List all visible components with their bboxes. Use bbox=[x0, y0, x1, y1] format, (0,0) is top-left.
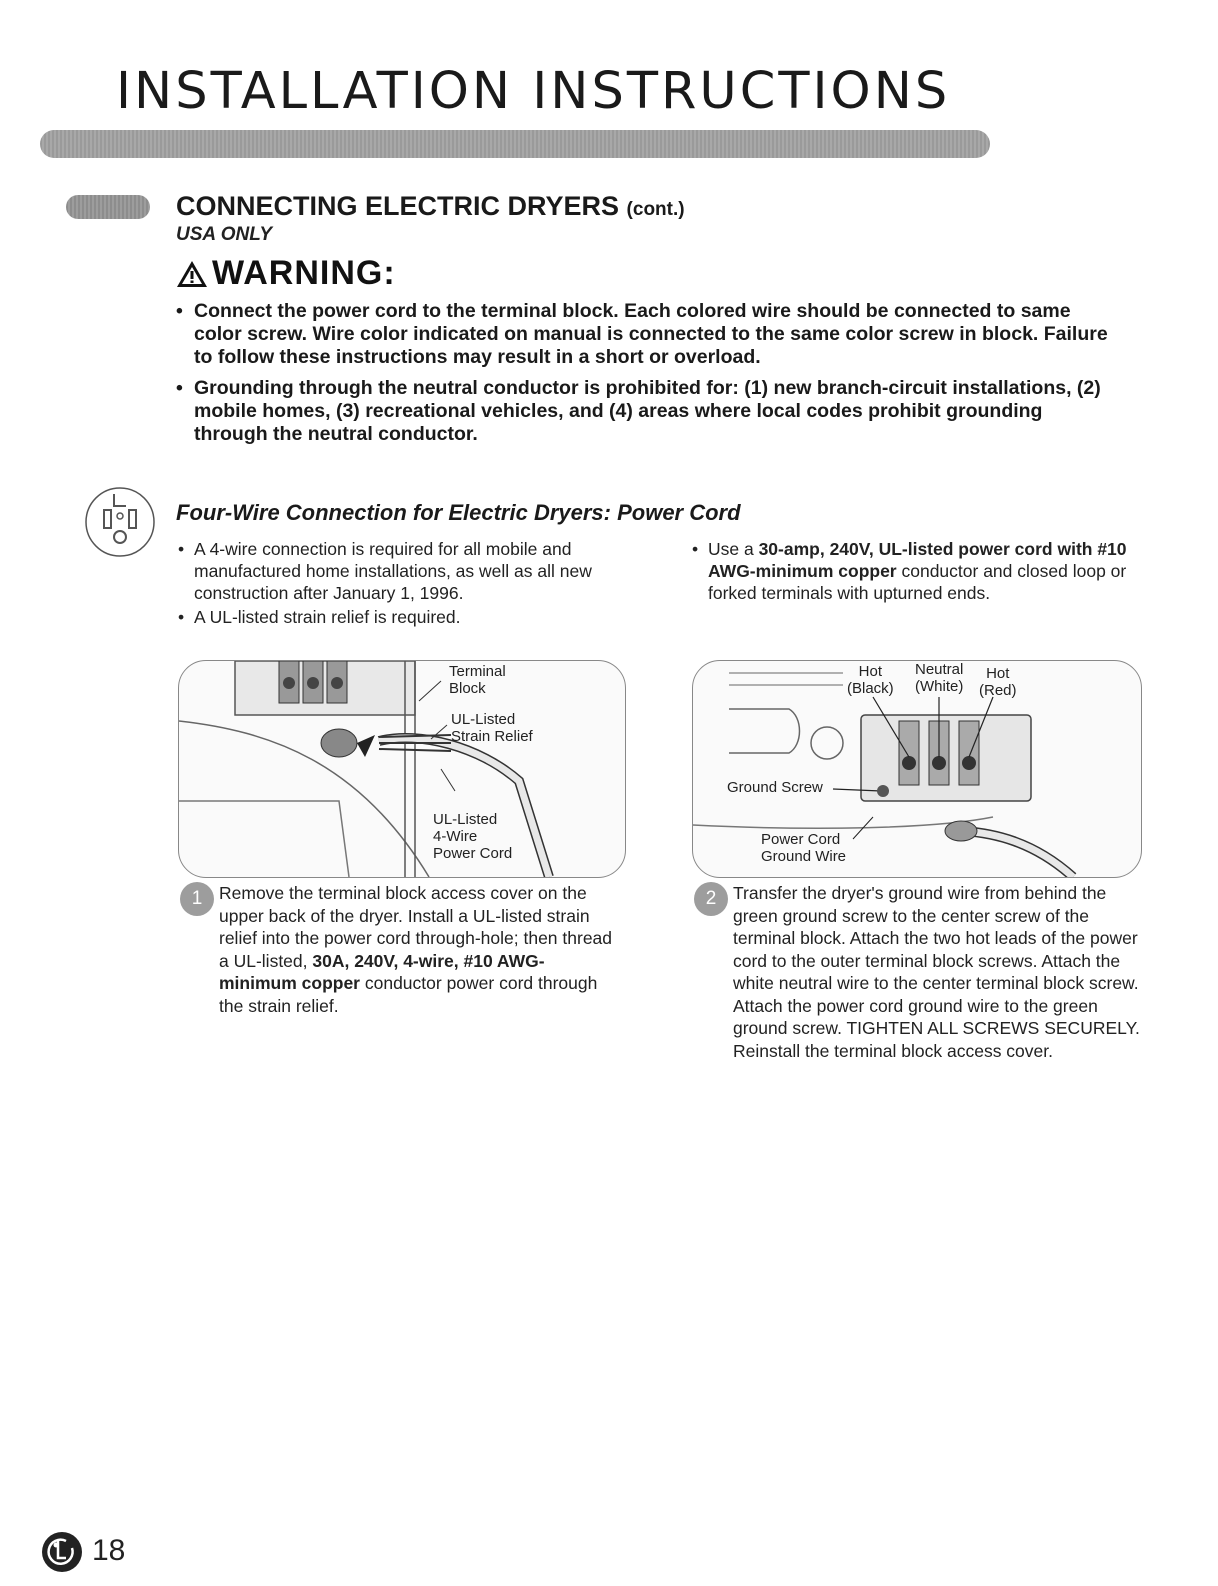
power-cord-ground-wire-label: Power Cord Ground Wire bbox=[761, 831, 847, 865]
four-wire-title: Four-Wire Connection for Electric Dryers: Power Cord bbox=[176, 500, 741, 525]
section-subtitle: USA ONLY bbox=[176, 224, 273, 245]
warning-label: WARNING: bbox=[212, 254, 396, 292]
section-title bbox=[176, 191, 685, 222]
section-marker bbox=[66, 195, 150, 219]
page-title: INSTALLATION INSTRUCTIONS bbox=[116, 62, 951, 121]
terminal-wiring-diagram bbox=[692, 660, 1142, 878]
step-1-cord-spec: 30A, 240V, 4-wire, #10 AWG-minimum copper bbox=[219, 950, 545, 993]
step-2-text: Transfer the dryer's ground wire from behind the green ground screw to the center screw of the terminal block. Attach the two hot leads of the power cord to the outer terminal block screws. Attach the white neutral wire to the center terminal block screw. Attach the power cord ground wire to the green ground screw. TIGHTEN ALL SCREWS SECURELY. Reinstall the terminal block access cover. bbox=[733, 883, 1140, 1061]
hot-black-label: Hot (Black) bbox=[847, 663, 894, 697]
warning-item: • Grounding through the neutral conductor is prohibited for: (1) new branch-circuit installations, (2) mobile homes, (3) recreational vehicles, and (4) areas where local codes prohibit grounding through the neutral conductor. bbox=[174, 377, 1114, 446]
step-1-text: Remove the terminal block access cover on the upper back of the dryer. Install a UL-listed strain relief into the power cord through-hole; then thread a UL-listed, 30A, 240V, 4-wire, #10 AWG-minimum copper conductor power cord through the strain relief. bbox=[219, 883, 613, 1016]
lg-logo-icon bbox=[42, 1532, 82, 1572]
strain-relief-label: UL-Listed Strain Relief bbox=[451, 711, 533, 745]
section-title-text: CONNECTING ELECTRIC DRYERS bbox=[176, 191, 620, 221]
strain-relief-diagram bbox=[178, 660, 626, 878]
power-cord-spec: 30-amp, 240V, UL-listed power cord with #10 AWG-minimum copper bbox=[708, 539, 1127, 581]
warning-heading bbox=[176, 254, 396, 293]
title-bar bbox=[40, 130, 990, 158]
step-1-badge: 1 bbox=[180, 882, 214, 916]
power-cord-requirement: • Use a 30-amp, 240V, UL-listed power cord with #10 AWG-minimum copper conductor and closed loop or forked terminals with upturned ends. bbox=[690, 538, 1130, 604]
step-2-badge: 2 bbox=[694, 882, 728, 916]
four-wire-left-bullets bbox=[176, 538, 616, 630]
section-title-cont: (cont.) bbox=[626, 199, 685, 220]
page-number: 18 bbox=[92, 1534, 126, 1567]
warning-item: • Connect the power cord to the terminal block. Each colored wire should be connected to same color screw. Wire color indicated on manual is connected to the same color screw in block. Failure to follow these instructions may result in a short or overload. bbox=[174, 300, 1114, 369]
four-wire-right-bullets bbox=[690, 538, 1130, 606]
requirement-bullet: • A UL-listed strain relief is required. bbox=[176, 606, 616, 628]
four-wire-outlet-icon bbox=[82, 482, 160, 560]
requirement-bullet: • A 4-wire connection is required for all mobile and manufactured home installations, as well as all new construction after January 1, 1996. bbox=[176, 538, 616, 604]
lg-logo-mark bbox=[42, 1532, 82, 1572]
warning-icon bbox=[176, 260, 208, 288]
power-cord-label: UL-Listed 4-Wire Power Cord bbox=[433, 811, 513, 862]
hot-red-label: Hot (Red) bbox=[979, 665, 1017, 699]
warning-list bbox=[174, 300, 1114, 454]
terminal-block-label: Terminal Block bbox=[449, 663, 506, 697]
neutral-white-label: Neutral (White) bbox=[915, 661, 964, 695]
ground-screw-label: Ground Screw bbox=[727, 779, 823, 796]
strain-relief-illustration bbox=[179, 661, 625, 877]
